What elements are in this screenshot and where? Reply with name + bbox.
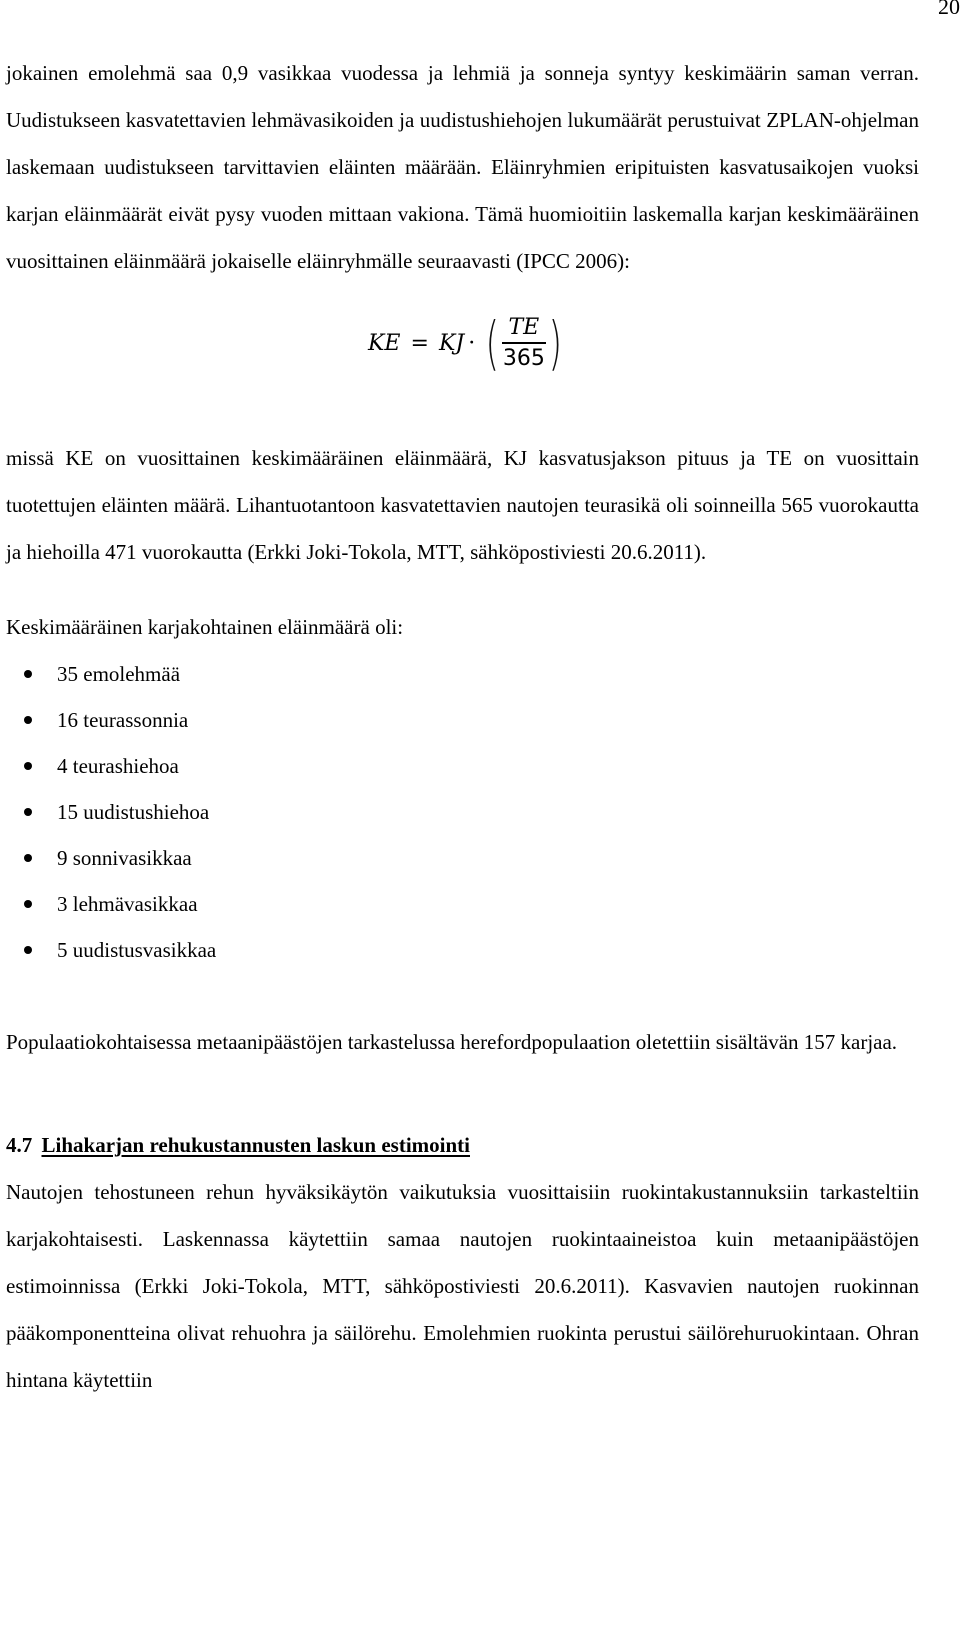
equation-factor: KJ	[438, 330, 465, 356]
paragraph-population: Populaatiokohtaisessa metaanipäästöjen tarkastelussa herefordpopulaation oletettiin sisältävän 157 karjaa.	[6, 1030, 898, 1054]
spacer	[6, 576, 919, 604]
list-item-text: 35 emolehmää	[57, 662, 181, 686]
paragraph-feed-costs: Nautojen tehostuneen rehun hyväksikäytön vaikutuksia vuosittaisiin ruokintakustannuksiin tarkasteltiin karjakohtaisesti. Laskennassa käytettiin samaa nautojen ruokintaaineistoa kuin metaanipäästöjen estimoinnissa (Erkki Joki-Tokola, MTT, sähköpostiviesti 20.6.2011). Kasvavien nautojen ruokinnan pääkomponentteina olivat rehuohra ja säilörehu. Emolehmien ruokinta perustui säilörehuruokintaan. Ohran hintana käytettiin	[6, 1180, 919, 1392]
section-title: Lihakarjan rehukustannusten laskun estimointi	[41, 1133, 470, 1157]
section-heading	[6, 1122, 919, 1169]
list-item	[6, 835, 919, 881]
list-item	[6, 651, 919, 697]
list-item-text: 4 teurashiehoa	[57, 754, 179, 778]
section-number: 4.7	[6, 1133, 33, 1157]
spacer	[6, 973, 919, 1019]
list-item-text: 3 lehmävasikkaa	[57, 892, 198, 916]
equation-fraction	[502, 315, 546, 371]
equation-open-paren: (	[485, 309, 500, 377]
list-item-text: 16 teurassonnia	[57, 708, 189, 732]
list-item-text: 15 uudistushiehoa	[57, 800, 210, 824]
equation	[368, 308, 566, 378]
paragraph-intro: jokainen emolehmä saa 0,9 vasikkaa vuodessa ja lehmiä ja sonneja syntyy keskimäärin saman verran. Uudistukseen kasvatettavien lehmävasikoiden ja uudistushiehojen lukumäärät perustuivat ZPLAN-ohjelman laskemaan uudistukseen tarvittavien eläinten määrään. Eläinryhmien eripituisten kasvatusaikojen vuoksi karjan eläinmäärät eivät pysy vuoden mittaan vakiona. Tämä huomioitiin laskemalla karjan keskimääräinen vuosittainen eläinmäärä jokaiselle eläinryhmälle seuraavasti (IPCC 2006):	[6, 61, 919, 273]
equation-lhs: KE	[368, 330, 401, 356]
equation-block	[6, 285, 919, 435]
equation-denominator: 365	[502, 345, 545, 371]
equation-dot: ·	[468, 330, 476, 356]
list-item	[6, 881, 919, 927]
bullet-icon	[24, 762, 32, 770]
bullet-icon	[24, 946, 32, 954]
list-item-text: 5 uudistusvasikkaa	[57, 938, 217, 962]
paragraph-definitions: missä KE on vuosittainen keskimääräinen eläinmäärä, KJ kasvatusjakson pituus ja TE on vuosittain tuotettujen eläinten määrä. Lihantuotantoon kasvatettavien nautojen teurasikä oli soinneilla 565 vuorokautta ja hiehoilla 471 vuorokautta (Erkki Joki-Tokola, MTT, sähköpostiviesti 20.6.2011).	[6, 446, 919, 564]
list-item	[6, 927, 919, 973]
bullet-icon	[24, 808, 32, 816]
list-item	[6, 697, 919, 743]
list-intro: Keskimääräinen karjakohtainen eläinmäärä oli:	[6, 615, 404, 639]
list-item-text: 9 sonnivasikkaa	[57, 846, 192, 870]
bullet-icon	[24, 854, 32, 862]
animal-count-list	[6, 651, 919, 973]
bullet-icon	[24, 900, 32, 908]
bullet-icon	[24, 670, 32, 678]
equation-equals: =	[410, 330, 429, 356]
spacer	[6, 1066, 919, 1122]
page-number: 20	[938, 0, 960, 19]
list-item	[6, 743, 919, 789]
equation-close-paren: )	[548, 309, 562, 377]
bullet-icon	[24, 716, 32, 724]
page-content	[6, 50, 919, 1404]
list-item	[6, 789, 919, 835]
equation-numerator: TE	[508, 315, 540, 341]
